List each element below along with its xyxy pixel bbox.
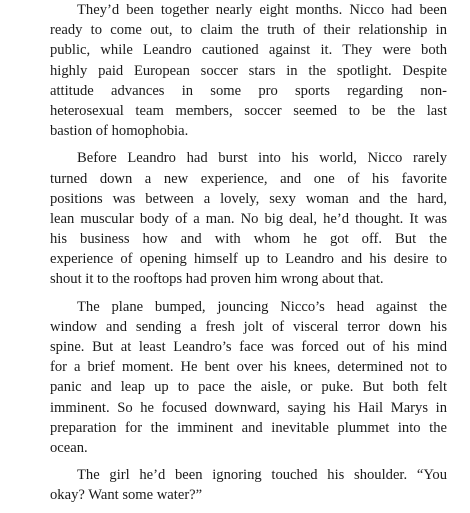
text-line: experience of opening himself up to Leandro and his desire to [50,251,447,268]
text-line: heterosexual team members, soccer seemed to be the last [50,102,447,119]
text-line: shout it to the rooftops had proven him wrong about that. [50,271,384,288]
text-line: spine. But at least Leandro’s face was forced out of his mind [50,339,447,355]
text-line: ready to come out, to claim the truth of their relationship in [50,22,447,39]
text-line: public, while Leandro cautioned against it. They were both [50,42,447,59]
text-line: attitude advances in some pro sports regarding non- [50,82,447,99]
text-line: highly paid European soccer stars in the spotlight. Despite [50,62,447,79]
text-line: positions was between a lovely, sexy woman and the hard, [50,190,447,207]
paragraph-4 [23,465,447,505]
text-line: ocean. [50,439,88,456]
text-line: window and sending a fresh jolt of visceral terror down his [50,318,447,335]
paragraph-3 [23,297,447,459]
text-line: They’d been together nearly eight months. Nicco had been [77,2,447,18]
paragraph-2 [23,148,447,289]
text-line: lean muscular body of a man. No big deal, he’d thought. It was [50,210,447,227]
text-line: for a brief moment. He bent over his knees, determined not to [50,359,447,376]
text-line: his business how and with whom he got off. But the [50,231,447,248]
book-page [23,0,447,513]
text-line: The girl he’d been ignoring touched his shoulder. “You [77,467,447,484]
text-line: imminent. So he focused downward, saying his Hail Marys in [50,399,447,416]
text-line: preparation for the imminent and inevitable plummet into the [50,419,447,436]
text-line: bastion of homophobia. [50,123,189,140]
text-line: Before Leandro had burst into his world, Nicco rarely [77,150,447,167]
text-line: turned down a new experience, and one of his favorite [50,170,447,187]
text-line: panic and leap up to pace the aisle, or puke. But both felt [50,379,447,396]
text-line: okay? Want some water?” [50,487,203,504]
text-line: The plane bumped, jouncing Nicco’s head against the [77,298,447,315]
paragraph-1 [23,0,447,141]
